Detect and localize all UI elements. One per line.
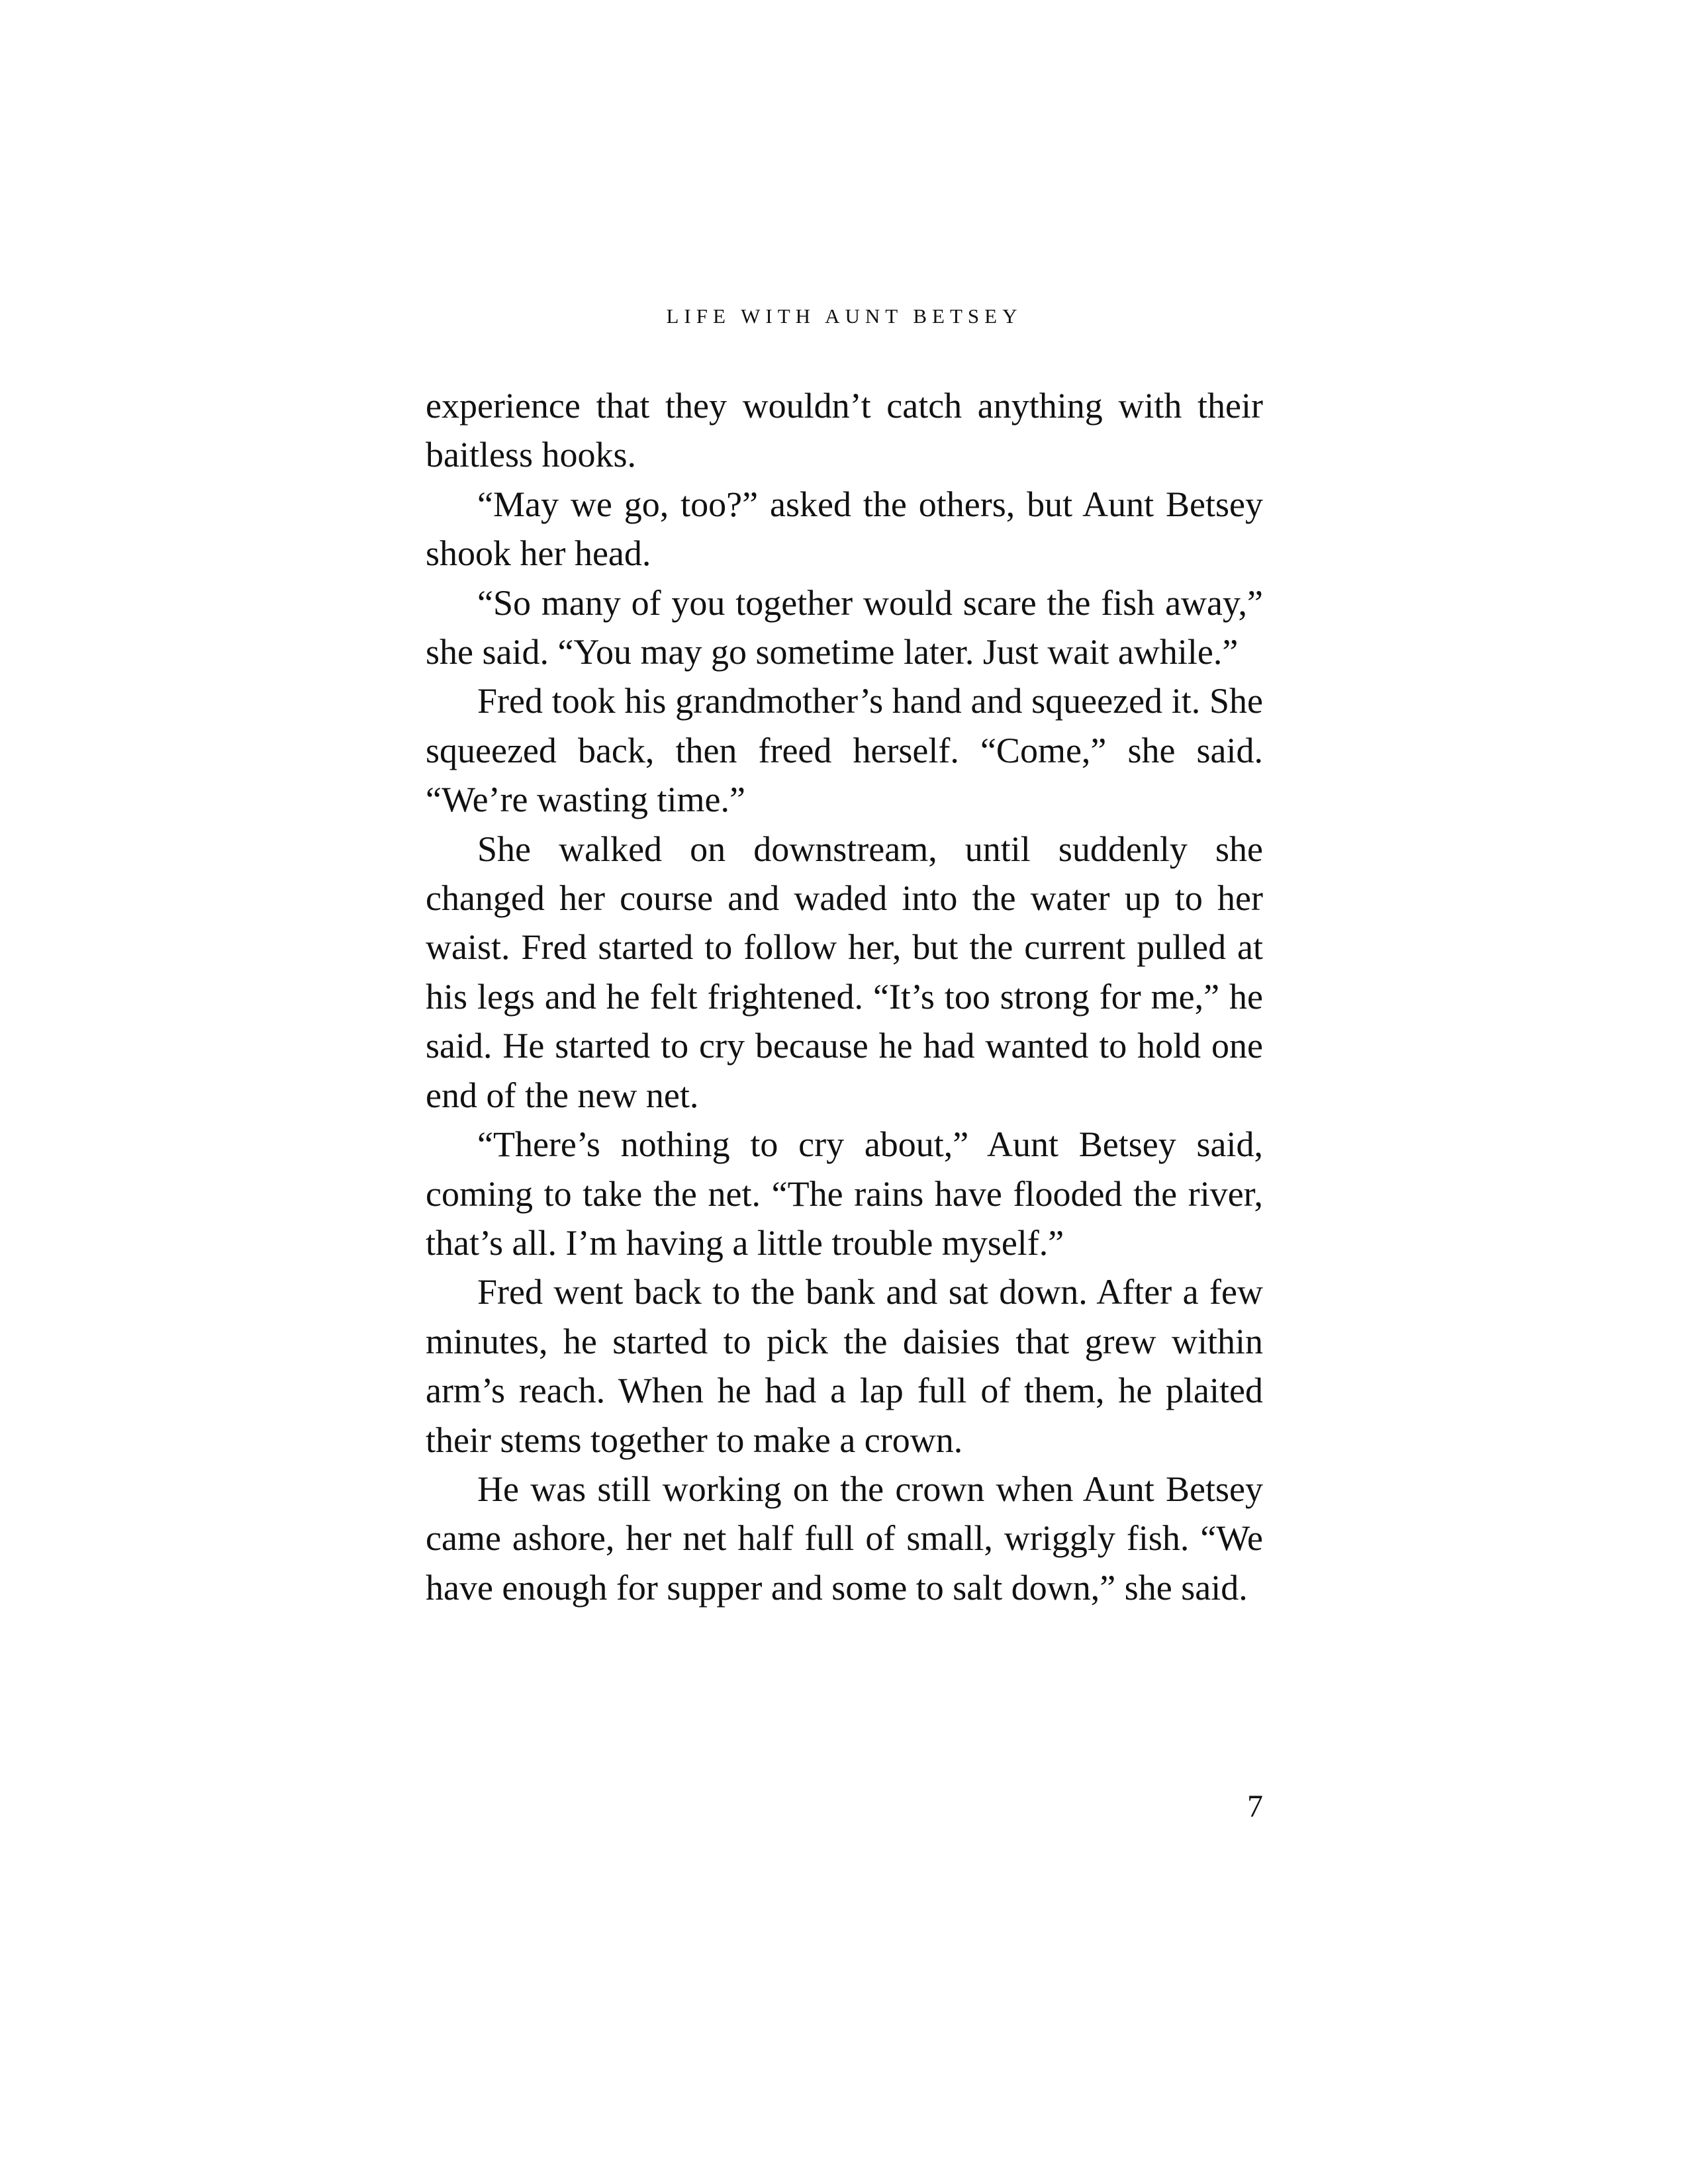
paragraph: She walked on downstream, until suddenly she changed her course and waded into the water up to her waist. Fred started to follow her, but the current pulled at his legs and he felt frightened. “It’s too strong for me,” he said. He started to cry because he had wanted to hold one end of the new net. [426,829,1263,1115]
running-head: LIFE WITH AUNT BETSEY [666,304,1023,328]
paragraph: Fred went back to the bank and sat down. After a few minutes, he started to pick the daisies that grew within arm’s reach. When he had a lap full of them, he plaited their stems together to make a crown. [426,1272,1263,1460]
paragraph: experience that they wouldn’t catch anything with their baitless hooks. [426,386,1263,475]
paragraph: He was still working on the crown when Aunt Betsey came ashore, her net half full of small, wriggly fish. “We have enough for supper and some to salt down,” she said. [426,1469,1263,1608]
page-number: 7 [1247,1789,1263,1824]
paragraph: “May we go, too?” asked the others, but Aunt Betsey shook her head. [426,484,1263,574]
paragraph: Fred took his grandmother’s hand and squeezed it. She squeezed back, then freed herself. “Come,” she said. “We’re wasting time.” [426,681,1263,820]
paragraph: “There’s nothing to cry about,” Aunt Betsey said, coming to take the net. “The rains have flooded the river, that’s all. I’m having a little trouble myself.” [426,1124,1263,1263]
paragraph: “So many of you together would scare the fish away,” she said. “You may go sometime later. Just wait awhile.” [426,582,1263,672]
body-text [426,381,1263,1612]
